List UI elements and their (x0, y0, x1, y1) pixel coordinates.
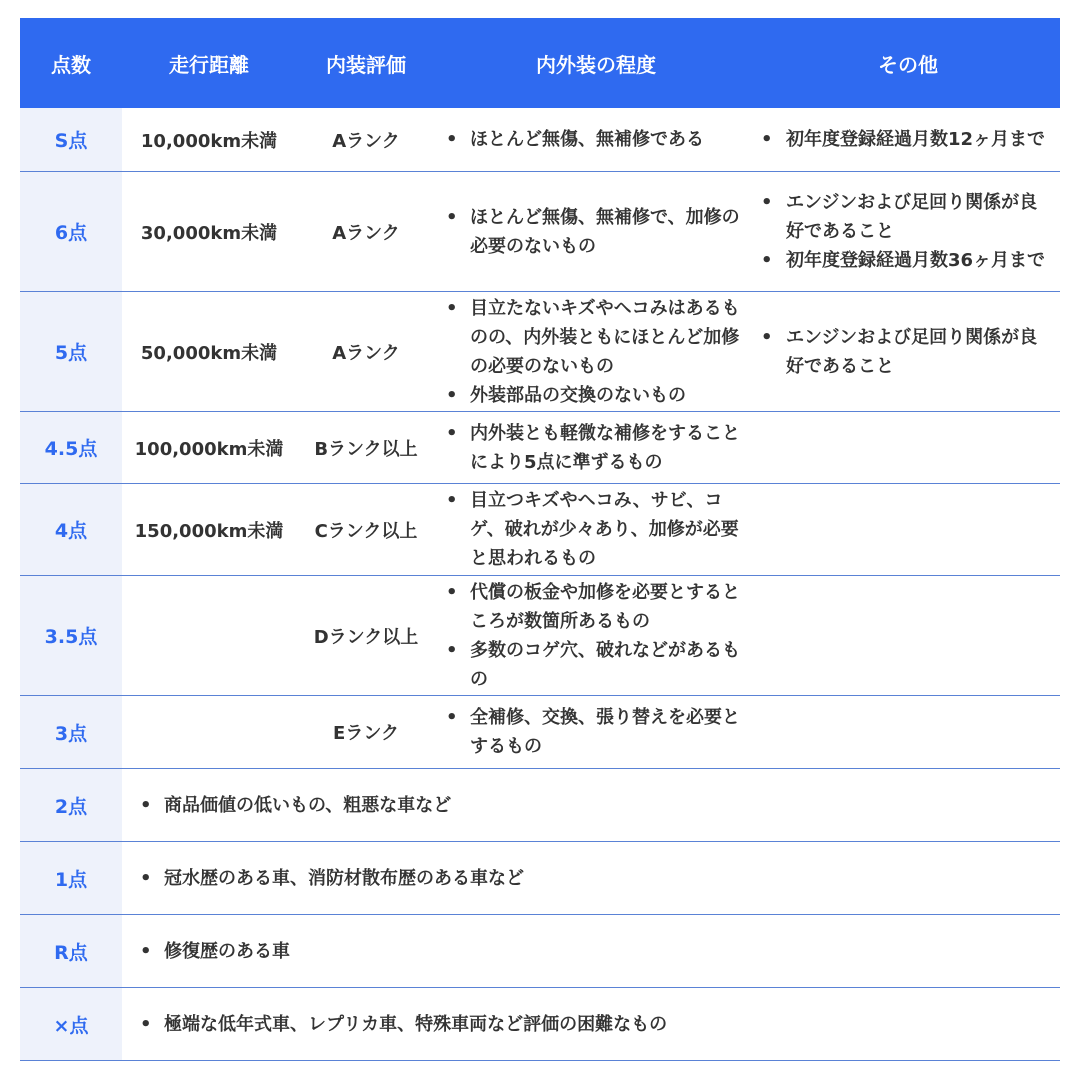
header-interior: 内装評価 (326, 52, 406, 77)
condition-cell (436, 484, 756, 575)
interior-cell: Eランク (333, 723, 399, 744)
distance-cell (122, 696, 296, 768)
table-row (20, 412, 1060, 484)
description-cell (122, 915, 1060, 987)
list-item: • エンジンおよび足回り関係が良好であること (756, 323, 1052, 381)
score-cell: 5点 (20, 292, 122, 411)
list-item: • 初年度登録経過月数12ヶ月まで (756, 125, 1052, 154)
list-item: • ほとんど無傷、無補修である (438, 125, 748, 154)
other-cell (756, 172, 1060, 291)
header-other: その他 (878, 52, 938, 77)
description-cell (122, 842, 1060, 914)
header-condition: 内外装の程度 (536, 52, 656, 77)
interior-cell: Aランク (332, 130, 400, 152)
table-row (20, 108, 1060, 172)
list-item: • 冠水歴のある車、消防材散布歴のある車など (132, 864, 524, 893)
table-row (20, 696, 1060, 769)
list-item: • 内外装とも軽微な補修をすることにより5点に準ずるもの (438, 419, 748, 477)
score-cell: S点 (20, 108, 122, 171)
interior-cell: Aランク (332, 222, 400, 244)
description-cell (122, 769, 1060, 841)
list-item: • 目立つキズやヘコみ、サビ、コゲ、破れが少々あり、加修が必要と思われるもの (438, 486, 748, 573)
list-item: • 目立たないキズやヘコみはあるものの、内外装ともにほとんど加修の必要のないもの (438, 294, 748, 381)
table-header (20, 18, 1060, 108)
header-distance: 走行距離 (169, 52, 249, 77)
other-cell (756, 576, 1060, 695)
distance-cell: 100,000km未満 (134, 438, 284, 460)
list-item: • 多数のコゲ穴、破れなどがあるもの (438, 636, 748, 694)
interior-cell: Dランク以上 (313, 626, 419, 648)
table-row (20, 769, 1060, 842)
list-item: • 商品価値の低いもの、粗悪な車など (132, 791, 451, 820)
list-item: • 外装部品の交換のないもの (438, 381, 748, 410)
score-cell: 3.5点 (20, 576, 122, 695)
condition-cell (436, 412, 756, 483)
score-cell: ×点 (20, 988, 122, 1060)
table-row (20, 172, 1060, 292)
distance-cell: 150,000km未満 (134, 520, 284, 542)
condition-cell (436, 696, 756, 768)
list-item: • エンジンおよび足回り関係が良好であること (756, 188, 1052, 246)
header-score: 点数 (51, 52, 91, 77)
table-row (20, 292, 1060, 412)
condition-cell (436, 172, 756, 291)
other-cell (756, 412, 1060, 483)
list-item: • 極端な低年式車、レプリカ車、特殊車両など評価の困難なもの (132, 1010, 667, 1039)
interior-cell: Cランク以上 (314, 520, 418, 542)
table-row (20, 915, 1060, 988)
list-item: • 修復歴のある車 (132, 937, 290, 966)
distance-cell (122, 576, 296, 695)
other-cell (756, 484, 1060, 575)
score-cell: 3点 (20, 696, 122, 768)
other-cell (756, 696, 1060, 768)
description-cell (122, 988, 1060, 1060)
table-row (20, 842, 1060, 915)
other-cell (756, 292, 1060, 411)
distance-cell: 50,000km未満 (140, 342, 278, 364)
list-item: • 初年度登録経過月数36ヶ月まで (756, 246, 1052, 275)
table-row (20, 988, 1060, 1061)
interior-cell: Aランク (332, 342, 400, 364)
score-cell: 2点 (20, 769, 122, 841)
condition-cell (436, 576, 756, 695)
score-cell: 4.5点 (20, 412, 122, 483)
score-cell: 1点 (20, 842, 122, 914)
score-cell: 4点 (20, 484, 122, 575)
grading-table (20, 18, 1060, 1061)
score-cell: 6点 (20, 172, 122, 291)
list-item: • 代償の板金や加修を必要とするところが数箇所あるもの (438, 578, 748, 636)
list-item: • ほとんど無傷、無補修で、加修の必要のないもの (438, 203, 748, 261)
score-cell: R点 (20, 915, 122, 987)
distance-cell: 30,000km未満 (140, 222, 278, 244)
distance-cell: 10,000km未満 (140, 130, 278, 152)
condition-cell (436, 108, 756, 171)
table-row (20, 576, 1060, 696)
table-row (20, 484, 1060, 576)
condition-cell (436, 292, 756, 411)
other-cell (756, 108, 1060, 171)
interior-cell: Bランク以上 (314, 438, 418, 460)
list-item: • 全補修、交換、張り替えを必要とするもの (438, 703, 748, 761)
